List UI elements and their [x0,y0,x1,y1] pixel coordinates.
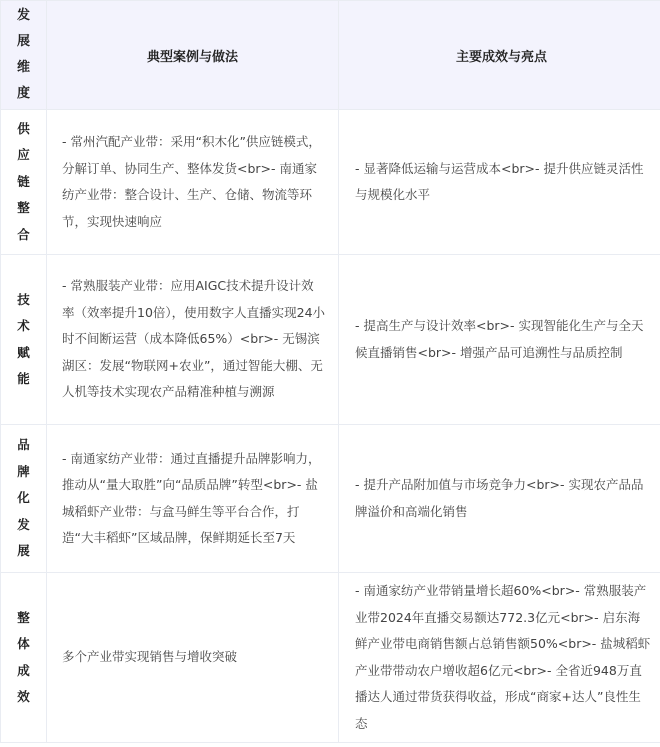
row-cases: - 常熟服装产业带：应用AIGC技术提升设计效率（效率提升10倍），使用数字人直播实现24小时不间断运营（成本降低65%）<br>- 无锡滨湖区：发展“物联网+农业”，通过智能大棚、无人机等技术实现农产品精准种植与溯源 [47,255,339,425]
row-cases: - 常州汽配产业带：采用“积木化”供应链模式，分解订单、协同生产、整体发货<br>- 南通家纺产业带：整合设计、生产、仓储、物流等环节，实现快速响应 [47,110,339,255]
row-cases: - 南通家纺产业带：通过直播提升品牌影响力，推动从“量大取胜”向“品质品牌”转型<br>- 盐城稻虾产业带：与盒马鲜生等平台合作，打造“大丰稻虾”区域品牌，保鲜期延长至7天 [47,425,339,573]
row-dimension [1,110,47,255]
header-results: 主要成效与亮点 [339,1,660,110]
dimension-char: 牌 [17,463,30,479]
dimension-char: 合 [17,226,30,242]
dimension-char: 发 [17,516,30,532]
table-row [1,573,660,743]
dimension-char: 整 [17,609,30,625]
row-dimension [1,573,47,743]
dimension-char: 展 [17,543,30,559]
header-dimension [1,1,47,110]
row-results: - 显著降低运输与运营成本<br>- 提升供应链灵活性与规模化水平 [339,110,660,255]
dimension-char: 维 [16,60,30,75]
table-header-row [1,1,660,110]
dimension-char: 供 [17,120,30,136]
row-results: - 南通家纺产业带销量增长超60%<br>- 常熟服装产业带2024年直播交易额达772.3亿元<br>- 启东海鲜产业带电商销售额占总销售额50%<br>- 盐城稻虾产业带带动农户增收超6亿元<br>- 全省近948万直播达人通过带货获得收益，形成“商家+达人”良性生态 [339,573,660,743]
dimension-char: 发 [16,8,30,23]
table-row [1,110,660,255]
row-cases: 多个产业带实现销售与增收突破 [47,573,339,743]
header-cases: 典型案例与做法 [47,1,339,110]
dimension-char: 体 [17,636,30,651]
dimension-char: 术 [17,318,30,333]
dimension-char: 技 [17,291,30,307]
dimension-char: 成 [17,662,30,678]
dimension-char: 化 [17,490,30,506]
dimension-char: 展 [16,34,30,49]
row-dimension [1,255,47,425]
dimension-char: 整 [17,200,30,216]
row-results: - 提高生产与设计效率<br>- 实现智能化生产与全天候直播销售<br>- 增强产品可追溯性与品质控制 [339,255,660,425]
table-row [1,425,660,573]
table-row [1,255,660,425]
dimension-char: 效 [17,689,30,704]
row-results: - 提升产品附加值与市场竞争力<br>- 实现农产品品牌溢价和高端化销售 [339,425,660,573]
dimension-char: 链 [17,173,30,189]
dimension-char: 能 [17,371,30,386]
dimension-char: 赋 [17,344,30,360]
dimension-char: 应 [17,147,30,163]
dimension-char: 品 [17,437,30,453]
row-dimension [1,425,47,573]
dimension-char: 度 [16,86,30,101]
